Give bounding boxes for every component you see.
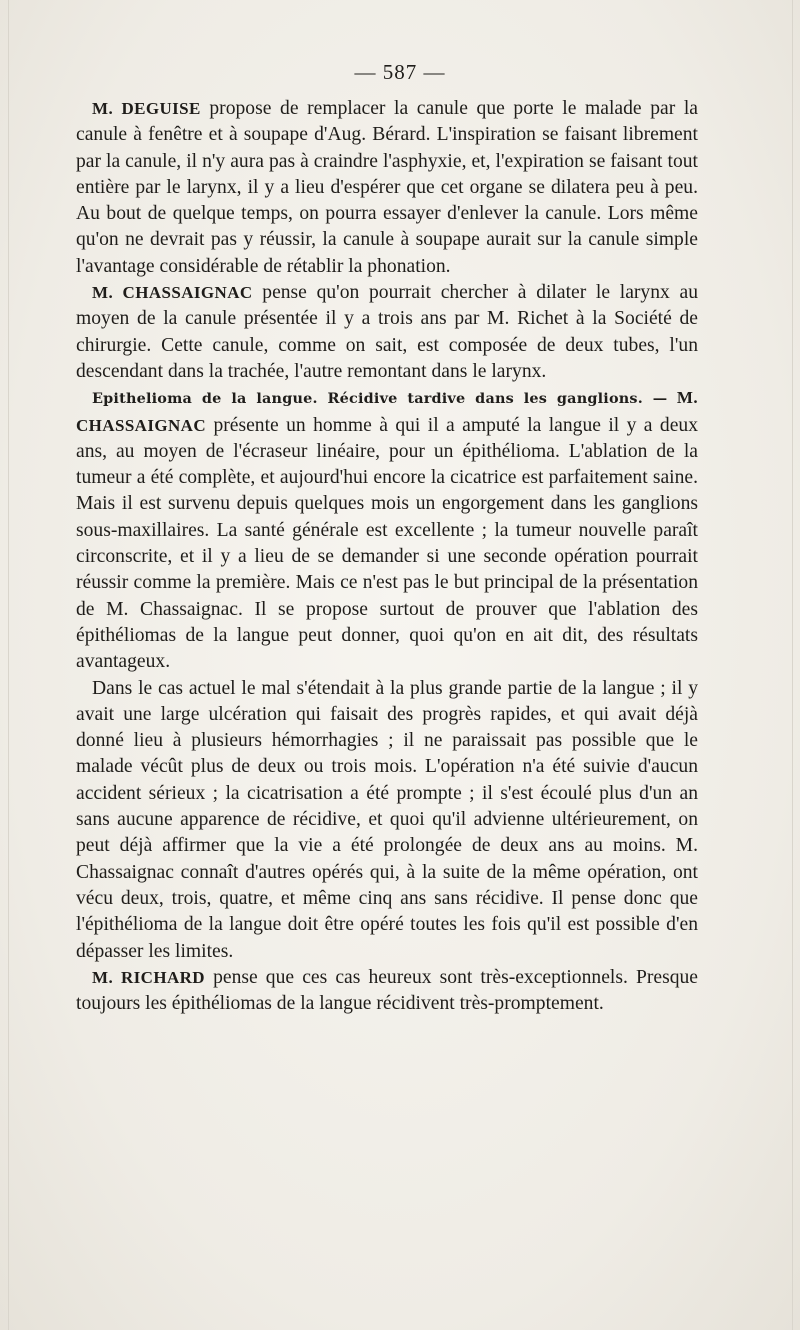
speaker-name: M. CHASSAIGNAC — [76, 388, 699, 435]
scan-edge-left — [8, 0, 9, 1330]
paragraph-case-details — [76, 676, 698, 965]
paragraph-epithelioma — [76, 385, 698, 675]
paragraph-text: pense qu'on pourrait chercher à dilater le larynx au moyen de la canule présentée il y a trois ans par M. Richet à la Société de chirurgie. Cette canule, comme on sait, est composée de deux tubes, l'un descendant dans la trachée, l'autre remontant dans le larynx. — [76, 282, 698, 382]
page-number: — 587 — — [354, 60, 446, 84]
paragraph-chassaignac-larynx — [76, 280, 698, 385]
paragraph-deguise — [76, 96, 698, 280]
speaker-name: M. CHASSAIGNAC — [92, 283, 253, 303]
paragraph-text: propose de remplacer la canule que porte le malade par la canule à fenêtre et à soupape d'Aug. Bérard. L'inspiration se faisant librement par la canule, il n'y aura pas à craindre l'asphyxie, et, l'expiration se faisant tout entière par le larynx, il y a lieu d'espérer que cet organe se dilatera peu à peu. Au bout de quelque temps, on pourra essayer d'enlever la canule. Lors même qu'on ne devrait pas y réussir, la canule à soupape aurait sur la canule simple l'avantage considérable de rétablir la phonation. — [76, 98, 698, 277]
paragraph-richard — [76, 965, 698, 1018]
speaker-name: M. RICHARD — [92, 967, 205, 987]
paragraph-text: Dans le cas actuel le mal s'étendait à la plus grande partie de la langue ; il y avait une large ulcération qui faisait des progrès rapides, et qui avait déjà donné lieu à plusieurs hémorrhagies ; il ne paraissait pas possible que le malade vécût plus de deux ou trois mois. L'opération n'a été suivie d'aucun accident sérieux ; la cicatrisation a été prompte ; il s'est écoulé plus d'un an sans aucune apparence de récidive, et quoi qu'il advienne ultérieurement, on peut déjà affirmer que la vie a été prolongée de deux ans au moins. M. Chassaignac connaît d'autres opérés qui, à la suite de la même opération, ont vécu deux, trois, quatre, et même cinq ans sans récidive. Il pense donc que l'épithélioma de la langue doit être opéré toutes les fois qu'il est possible d'en dépasser les limites. — [76, 677, 698, 962]
scan-edge-right — [792, 0, 793, 1330]
paragraph-text: présente un homme à qui il a amputé la langue il y a deux ans, au moyen de l'écraseur linéaire, pour un épithélioma. L'ablation de la tumeur a été complète, et aujourd'hui encore la cicatrice est parfaitement saine. Mais il est survenu depuis quelques mois un engorgement dans les ganglions sous-maxillaires. La santé générale est excellente ; la tumeur nouvelle paraît circonscrite, et il y a lieu de se demander si une seconde opération pourrait réussir comme la première. Mais ce n'est pas le but principal de la présentation de M. Chassaignac. Il se propose surtout de prouver que l'ablation des épithéliomas de la langue peut donner, quoi qu'on en ait dit, des résultats avantageux. — [76, 414, 698, 673]
section-heading: Epithelioma de la langue. Récidive tardive dans les ganglions. — — [92, 390, 668, 408]
paragraph-text: pense que ces cas heureux sont très-exceptionnels. Presque toujours les épithéliomas de la langue récidivent très-promptement. — [76, 966, 698, 1015]
speaker-name: M. DEGUISE — [92, 99, 201, 118]
body-text — [76, 96, 698, 1017]
